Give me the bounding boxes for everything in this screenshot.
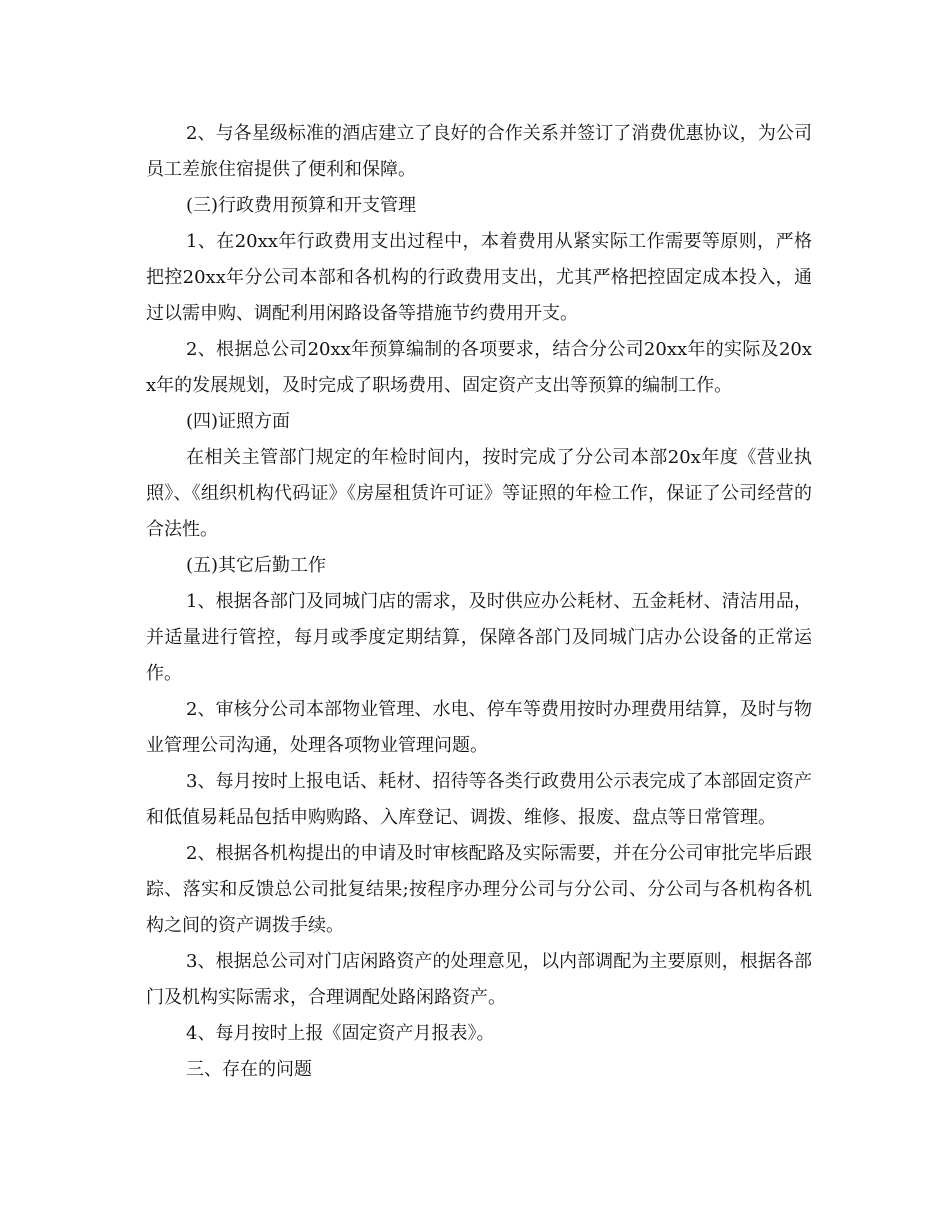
heading-existing-problems: 三、存在的问题 <box>186 1059 312 1080</box>
document-body <box>146 116 812 1088</box>
paragraph-property-fees: 2、审核分公司本部物业管理、水电、停车等费用按时办理费用结算，及时与物业管理公司沟通，处理各项物业管理问题。 <box>146 699 812 756</box>
paragraph-budget-compilation: 2、根据总公司20xx年预算编制的各项要求，结合分公司20xx年的实际及20xx年的发展规划，及时完成了职场费用、固定资产支出等预算的编制工作。 <box>146 339 812 396</box>
paragraph-hotel-agreement: 2、与各星级标准的酒店建立了良好的合作关系并签订了消费优惠协议，为公司员工差旅住宿提供了便利和保障。 <box>146 123 812 180</box>
paragraph-monthly-report: 3、每月按时上报电话、耗材、招待等各类行政费用公示表完成了本部固定资产和低值易耗品包括申购购路、入库登记、调拨、维修、报废、盘点等日常管理。 <box>146 771 812 828</box>
paragraph-asset-approval: 2、根据各机构提出的申请及时审核配路及实际需要，并在分公司审批完毕后跟踪、落实和反馈总公司批复结果;按程序办理分公司与分公司、分公司与各机构各机构之间的资产调拨手续。 <box>146 843 812 936</box>
paragraph-annual-inspection: 在相关主管部门规定的年检时间内，按时完成了分公司本部20x年度《营业执照》、《组织机构代码证》《房屋租赁许可证》等证照的年检工作，保证了公司经营的合法性。 <box>146 447 812 540</box>
heading-licenses: (四)证照方面 <box>186 411 291 432</box>
paragraph-office-supplies: 1、根据各部门及同城门店的需求，及时供应办公耗材、五金耗材、清洁用品，并适量进行管控，每月或季度定期结算，保障各部门及同城门店办公设备的正常运作。 <box>146 591 812 684</box>
paragraph-idle-assets: 3、根据总公司对门店闲路资产的处理意见，以内部调配为主要原则，根据各部门及机构实际需求，合理调配处路闲路资产。 <box>146 951 812 1008</box>
paragraph-fixed-asset-report: 4、每月按时上报《固定资产月报表》。 <box>186 1023 495 1044</box>
heading-other-logistics: (五)其它后勤工作 <box>186 555 327 576</box>
heading-admin-budget: (三)行政费用预算和开支管理 <box>186 195 417 216</box>
paragraph-expense-control: 1、在20xx年行政费用支出过程中，本着费用从紧实际工作需要等原则，严格把控20xx年分公司本部和各机构的行政费用支出，尤其严格把控固定成本投入，通过以需申购、调配利用闲路设备等措施节约费用开支。 <box>146 231 812 324</box>
